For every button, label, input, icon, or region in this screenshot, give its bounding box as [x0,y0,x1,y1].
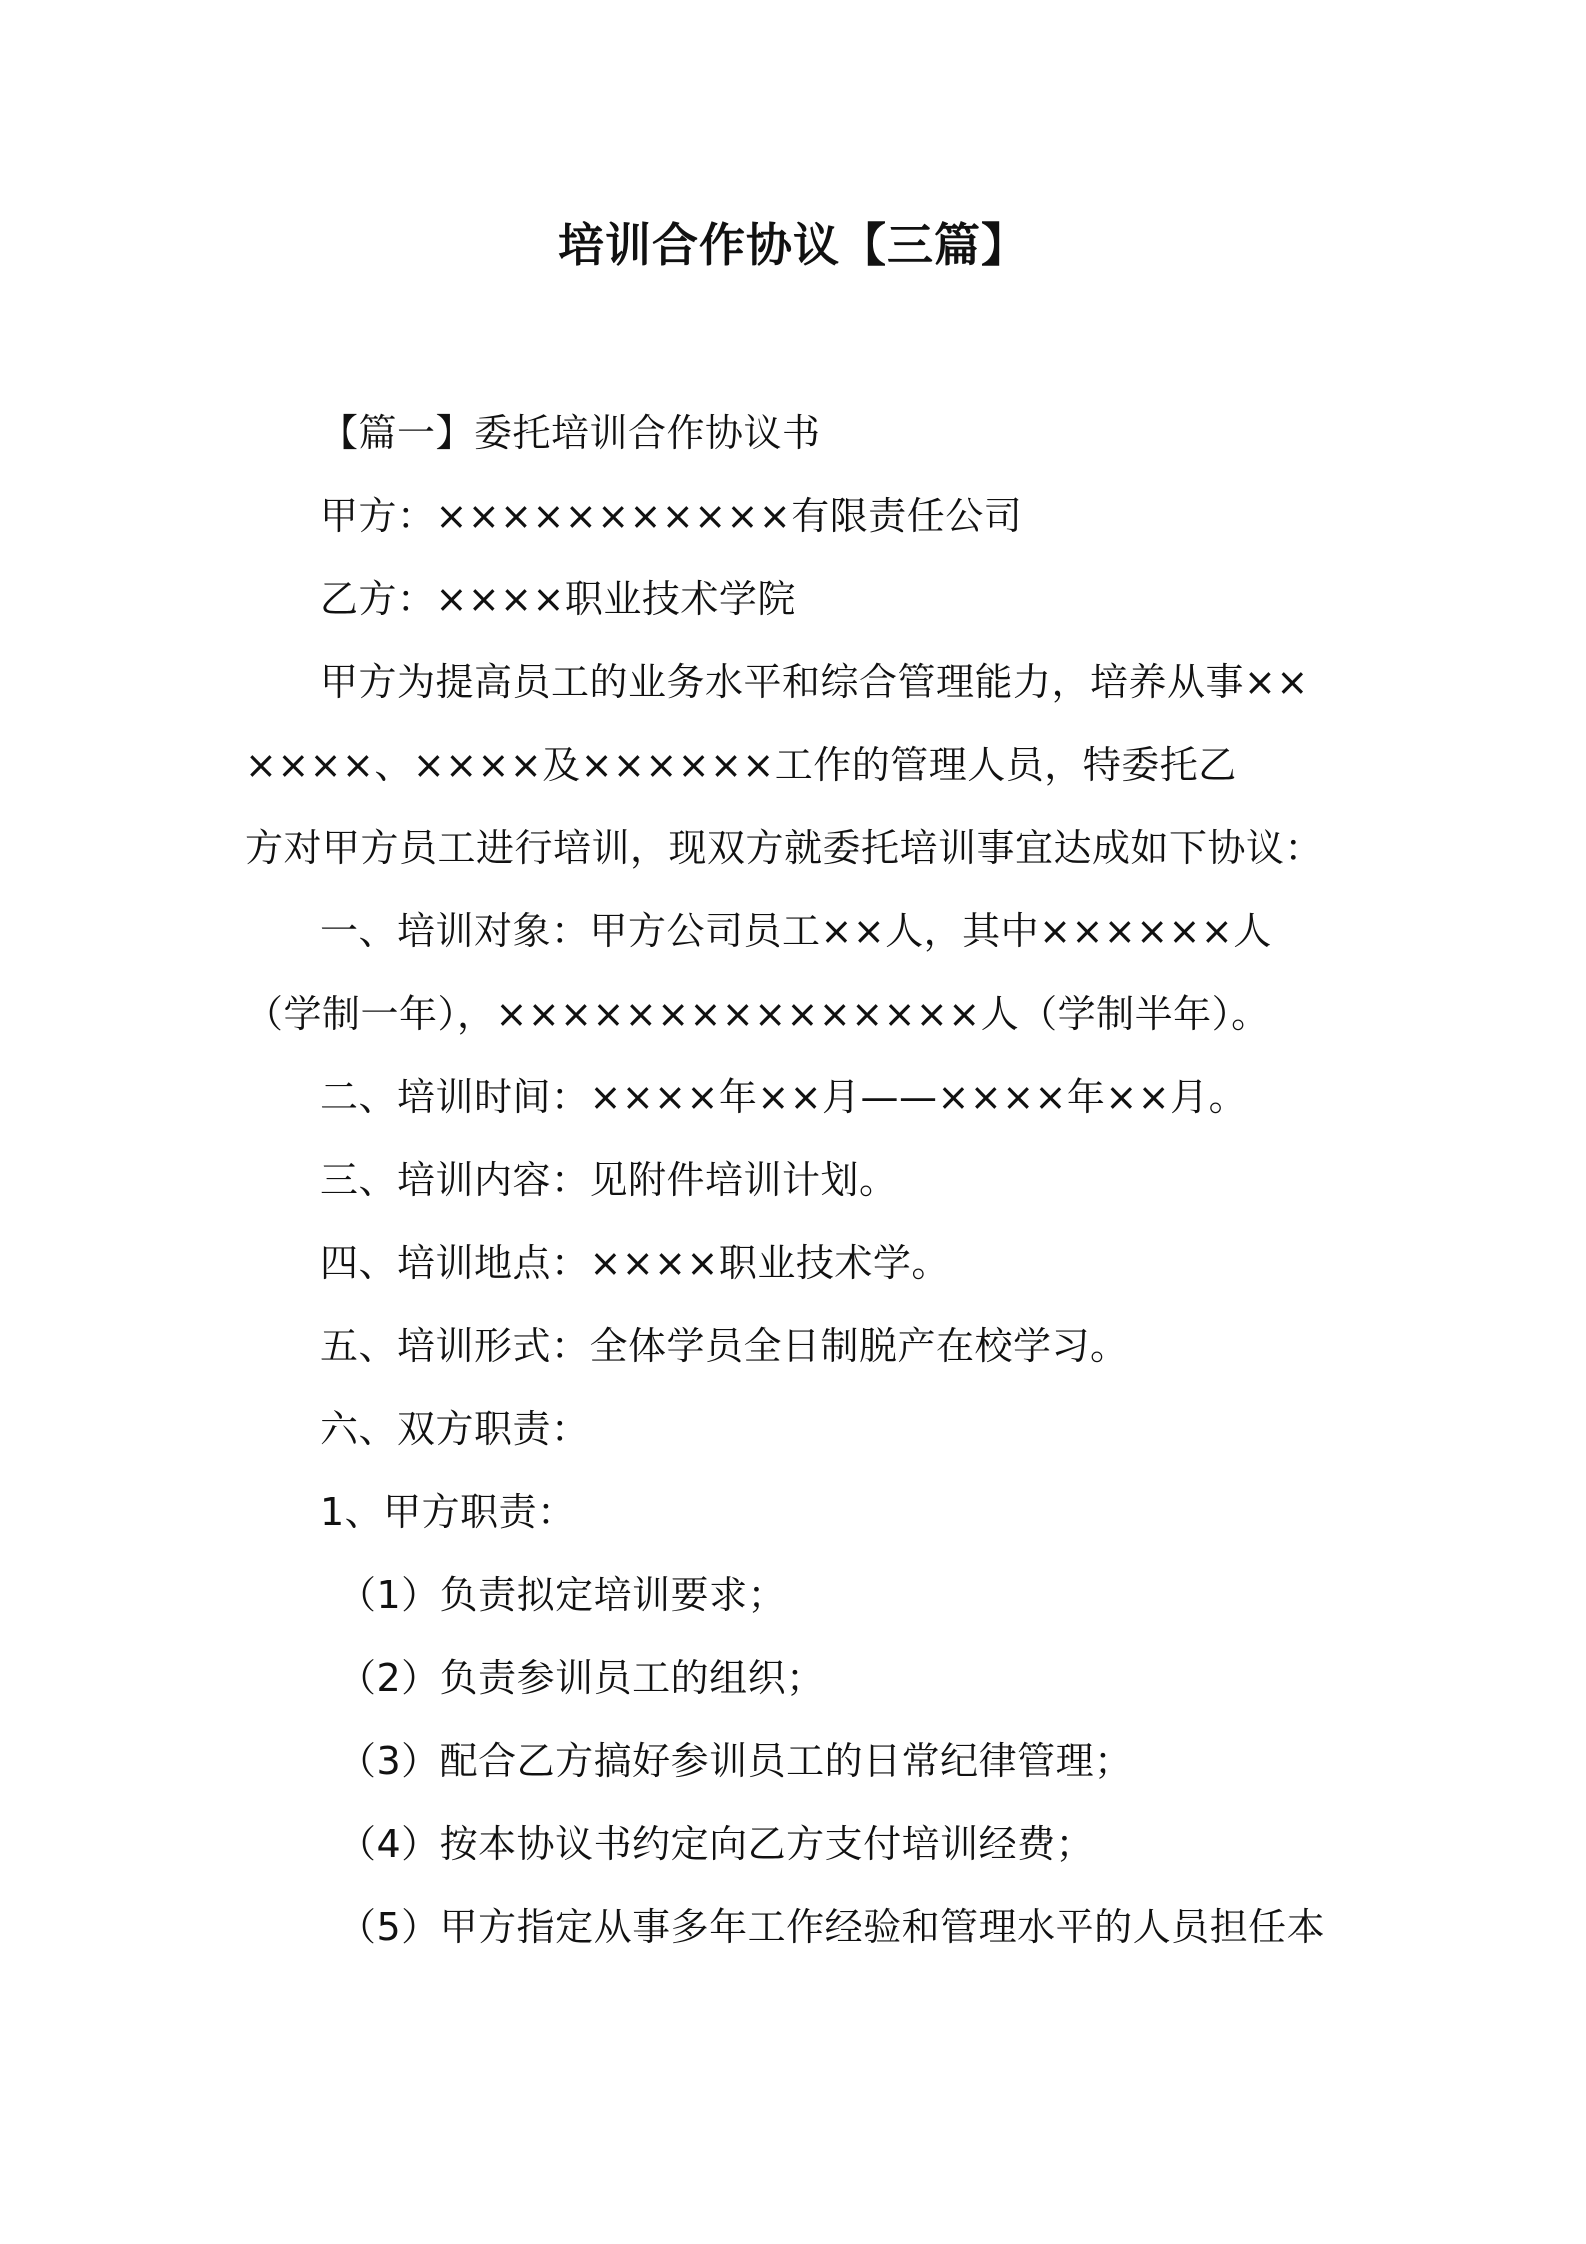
section-heading: 【篇一】委托培训合作协议书 [320,411,821,455]
body-line: 甲方为提高员工的业务水平和综合管理能力，培养从事×× [320,660,1309,704]
clause-line: 三、培训内容：见附件培训计划。 [320,1158,898,1202]
list-item: （4）按本协议书约定向乙方支付培训经费； [338,1822,1095,1866]
body-line: ××××、××××及××××××工作的管理人员，特委托乙 [245,743,1237,787]
clause-line: 六、双方职责： [320,1407,590,1451]
list-item: （5）甲方指定从事多年工作经验和管理水平的人员担任本 [338,1905,1326,1949]
party-a-line: 甲方：×××××××××××有限责任公司 [320,494,1023,538]
clause-line: 四、培训地点：××××职业技术学。 [320,1241,950,1285]
sub-clause-line: 1、甲方职责： [320,1490,576,1534]
document-title: 培训合作协议【三篇】 [558,218,1028,272]
list-item: （1）负责拟定培训要求； [338,1573,787,1617]
clause-line: （学制一年），×××××××××××××××人（学制半年）。 [245,992,1270,1036]
clause-line: 二、培训时间：××××年××月——××××年××月。 [320,1075,1248,1119]
clause-line: 一、培训对象：甲方公司员工××人，其中××××××人 [320,909,1272,953]
body-line: 方对甲方员工进行培训，现双方就委托培训事宜达成如下协议： [245,826,1324,870]
party-b-line: 乙方：××××职业技术学院 [320,577,796,621]
clause-line: 五、培训形式：全体学员全日制脱产在校学习。 [320,1324,1129,1368]
list-item: （3）配合乙方搞好参训员工的日常纪律管理； [338,1739,1133,1783]
list-item: （2）负责参训员工的组织； [338,1656,825,1700]
